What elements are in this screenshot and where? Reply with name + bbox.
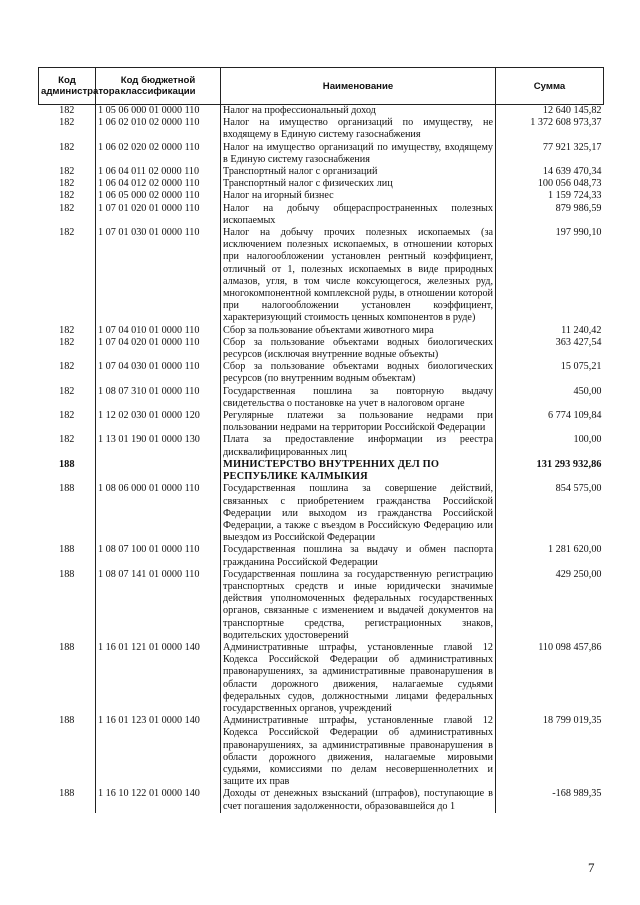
- sum-cell: 15 075,21: [560, 361, 602, 373]
- kbk-code-cell: 1 07 01 020 01 0000 110: [96, 203, 221, 227]
- name-cell: Государственная пошлина за повторную выдачу свидетельства о постановке на учет в налоговом органе: [221, 386, 496, 410]
- table-row: [39, 410, 604, 434]
- kbk-code-cell: 1 08 06 000 01 0000 110: [96, 483, 221, 544]
- admin-code-cell: 182: [39, 337, 96, 361]
- kbk-code-cell: 1 07 04 020 01 0000 110: [96, 337, 221, 361]
- kbk-code-cell: 1 06 04 012 02 0000 110: [96, 178, 221, 190]
- sum-cell: 110 098 457,86: [538, 641, 602, 653]
- sum-cell: 18 799 019,35: [542, 715, 602, 727]
- admin-code-cell: 182: [39, 434, 96, 458]
- sum-cell: 77 921 325,17: [542, 141, 602, 153]
- sum-cell: 1 281 620,00: [548, 544, 602, 556]
- header-sum: Сумма: [496, 68, 604, 105]
- sum-cell: 450,00: [573, 385, 602, 397]
- table-row: [39, 105, 604, 118]
- admin-code-cell: 182: [39, 203, 96, 227]
- kbk-code-cell: 1 07 04 030 01 0000 110: [96, 361, 221, 385]
- table-row: [39, 642, 604, 715]
- sum-cell: 100,00: [573, 434, 602, 446]
- table-body: [39, 105, 604, 813]
- admin-code-cell: 182: [39, 190, 96, 202]
- sum-cell: 197 990,10: [555, 227, 602, 239]
- name-cell: Налог на добычу общераспространенных полезных ископаемых: [221, 203, 496, 227]
- admin-code-cell: 182: [39, 361, 96, 385]
- sum-cell: 6 774 109,84: [548, 410, 602, 422]
- header-name: Наименование: [221, 68, 496, 105]
- name-cell: Государственная пошлина за государственную регистрацию транспортных средств и иные юридически значимые действия уполномоченных федеральных государственных органов, связанные с изменением и выдачей документов на транспортные средства, регистрационных знаков, водительских удостоверений: [221, 569, 496, 642]
- header-kbk: Код бюджетной классификации: [96, 68, 221, 105]
- name-cell: Налог на добычу прочих полезных ископаемых (за исключением полезных ископаемых, в отношении которых при налогообложении установлен рентный коэффициент, отличный от 1, полезных ископаемых в виде природных алмазов, угля, в том числе коксующегося, железных руд, многокомпонентной комплексной руды, в отношении которой при налогообложении установлен коэффициент, характеризующий стоимость ценных компонентов в руде): [221, 227, 496, 325]
- admin-code-cell: 188: [39, 715, 96, 788]
- kbk-code-cell: 1 06 02 020 02 0000 110: [96, 142, 221, 166]
- table-row: [39, 203, 604, 227]
- kbk-code-cell: 1 06 04 011 02 0000 110: [96, 166, 221, 178]
- name-cell: Доходы от денежных взысканий (штрафов), поступающие в счет погашения задолженности, образовавшейся до 1: [221, 788, 496, 812]
- budget-revenue-table: [38, 67, 604, 813]
- admin-code-cell: 188: [39, 544, 96, 568]
- admin-code-cell: 182: [39, 117, 96, 141]
- kbk-code-cell: 1 08 07 100 01 0000 110: [96, 544, 221, 568]
- sum-cell: 1 372 608 973,37: [530, 117, 602, 129]
- kbk-code-cell: 1 06 02 010 02 0000 110: [96, 117, 221, 141]
- admin-code-cell: 182: [39, 178, 96, 190]
- name-cell: МИНИСТЕРСТВО ВНУТРЕННИХ ДЕЛ ПО РЕСПУБЛИКЕ КАЛМЫКИЯ: [221, 459, 496, 483]
- table-row: [39, 361, 604, 385]
- name-cell: Сбор за пользование объектами водных биологических ресурсов (исключая внутренние водные объекты): [221, 337, 496, 361]
- sum-cell: 12 640 145,82: [542, 105, 602, 116]
- sum-cell: 879 986,59: [555, 202, 602, 214]
- sum-cell: 100 056 048,73: [537, 178, 602, 190]
- name-cell: Налог на имущество организаций по имуществу, входящему в Единую систему газоснабжения: [221, 142, 496, 166]
- name-cell: Административные штрафы, установленные главой 12 Кодекса Российской Федерации об административных правонарушениях, за административные правонарушения в области дорожного движения, налагаемые мировыми судьями, комиссиями по делам несовершеннолетних и защите их прав: [221, 715, 496, 788]
- table-row: [39, 166, 604, 178]
- name-cell: Налог на профессиональный доход: [221, 105, 496, 118]
- admin-code-cell: 182: [39, 166, 96, 178]
- name-cell: Налог на игорный бизнес: [221, 190, 496, 202]
- table-row: [39, 337, 604, 361]
- admin-code-cell: 182: [39, 227, 96, 325]
- admin-code-cell: 188: [39, 483, 96, 544]
- table-row: [39, 459, 604, 483]
- table-row: [39, 715, 604, 788]
- kbk-code-cell: 1 07 04 010 01 0000 110: [96, 325, 221, 337]
- name-cell: Транспортный налог с физических лиц: [221, 178, 496, 190]
- kbk-code-cell: 1 12 02 030 01 0000 120: [96, 410, 221, 434]
- kbk-code-cell: 1 06 05 000 02 0000 110: [96, 190, 221, 202]
- kbk-code-cell: 1 13 01 190 01 0000 130: [96, 434, 221, 458]
- kbk-code-cell: 1 16 01 121 01 0000 140: [96, 642, 221, 715]
- sum-cell: 14 639 470,34: [542, 166, 602, 178]
- admin-code-cell: 188: [39, 459, 96, 483]
- name-cell: Транспортный налог с организаций: [221, 166, 496, 178]
- header-admin-code: Код администратора: [39, 68, 96, 105]
- table-row: [39, 325, 604, 337]
- table-row: [39, 190, 604, 202]
- table-header-row: [39, 68, 604, 105]
- kbk-code-cell: 1 05 06 000 01 0000 110: [96, 105, 221, 118]
- sum-cell: 363 427,54: [555, 336, 602, 348]
- page-number: 7: [588, 860, 595, 875]
- table-row: [39, 117, 604, 141]
- kbk-code-cell: 1 07 01 030 01 0000 110: [96, 227, 221, 325]
- admin-code-cell: 182: [39, 105, 96, 118]
- table-row: [39, 386, 604, 410]
- admin-code-cell: 182: [39, 410, 96, 434]
- name-cell: Сбор за пользование объектами водных биологических ресурсов (по внутренним водным объектам): [221, 361, 496, 385]
- admin-code-cell: 188: [39, 569, 96, 642]
- table-row: [39, 142, 604, 166]
- sum-cell: -168 989,35: [552, 788, 602, 800]
- sum-cell: 131 293 932,86: [536, 458, 602, 470]
- table-row: [39, 788, 604, 812]
- kbk-code-cell: 1 16 01 123 01 0000 140: [96, 715, 221, 788]
- name-cell: Налог на имущество организаций по имуществу, не входящему в Единую систему газоснабжения: [221, 117, 496, 141]
- name-cell: Государственная пошлина за совершение действий, связанных с приобретением гражданства Российской Федерации или выходом из гражданства Российской Федерации, а также с въездом в Российскую Федерацию или выездом из Российской Федерации: [221, 483, 496, 544]
- admin-code-cell: 182: [39, 386, 96, 410]
- name-cell: Государственная пошлина за выдачу и обмен паспорта гражданина Российской Федерации: [221, 544, 496, 568]
- kbk-code-cell: 1 08 07 310 01 0000 110: [96, 386, 221, 410]
- sum-cell: 11 240,42: [561, 324, 602, 336]
- admin-code-cell: 188: [39, 788, 96, 812]
- admin-code-cell: 182: [39, 325, 96, 337]
- kbk-code-cell: 1 08 07 141 01 0000 110: [96, 569, 221, 642]
- table-row: [39, 483, 604, 544]
- sum-cell: 1 159 724,33: [548, 190, 602, 202]
- table-row: [39, 544, 604, 568]
- kbk-code-cell: 1 16 10 122 01 0000 140: [96, 788, 221, 812]
- table-row: [39, 178, 604, 190]
- table-row: [39, 569, 604, 642]
- table-row: [39, 434, 604, 458]
- kbk-code-cell: [96, 459, 221, 483]
- sum-cell: 429 250,00: [555, 568, 602, 580]
- name-cell: Сбор за пользование объектами животного мира: [221, 325, 496, 337]
- admin-code-cell: 182: [39, 142, 96, 166]
- sum-cell: 854 575,00: [555, 483, 602, 495]
- table-row: [39, 227, 604, 325]
- admin-code-cell: 188: [39, 642, 96, 715]
- name-cell: Плата за предоставление информации из реестра дисквалифицированных лиц: [221, 434, 496, 458]
- name-cell: Административные штрафы, установленные главой 12 Кодекса Российской Федерации об административных правонарушениях, за административные правонарушения в области дорожного движения, налагаемые судьями федеральных судов, должностными лицами федеральных государственных органов, учреждений: [221, 642, 496, 715]
- name-cell: Регулярные платежи за пользование недрами при пользовании недрами на территории Российской Федерации: [221, 410, 496, 434]
